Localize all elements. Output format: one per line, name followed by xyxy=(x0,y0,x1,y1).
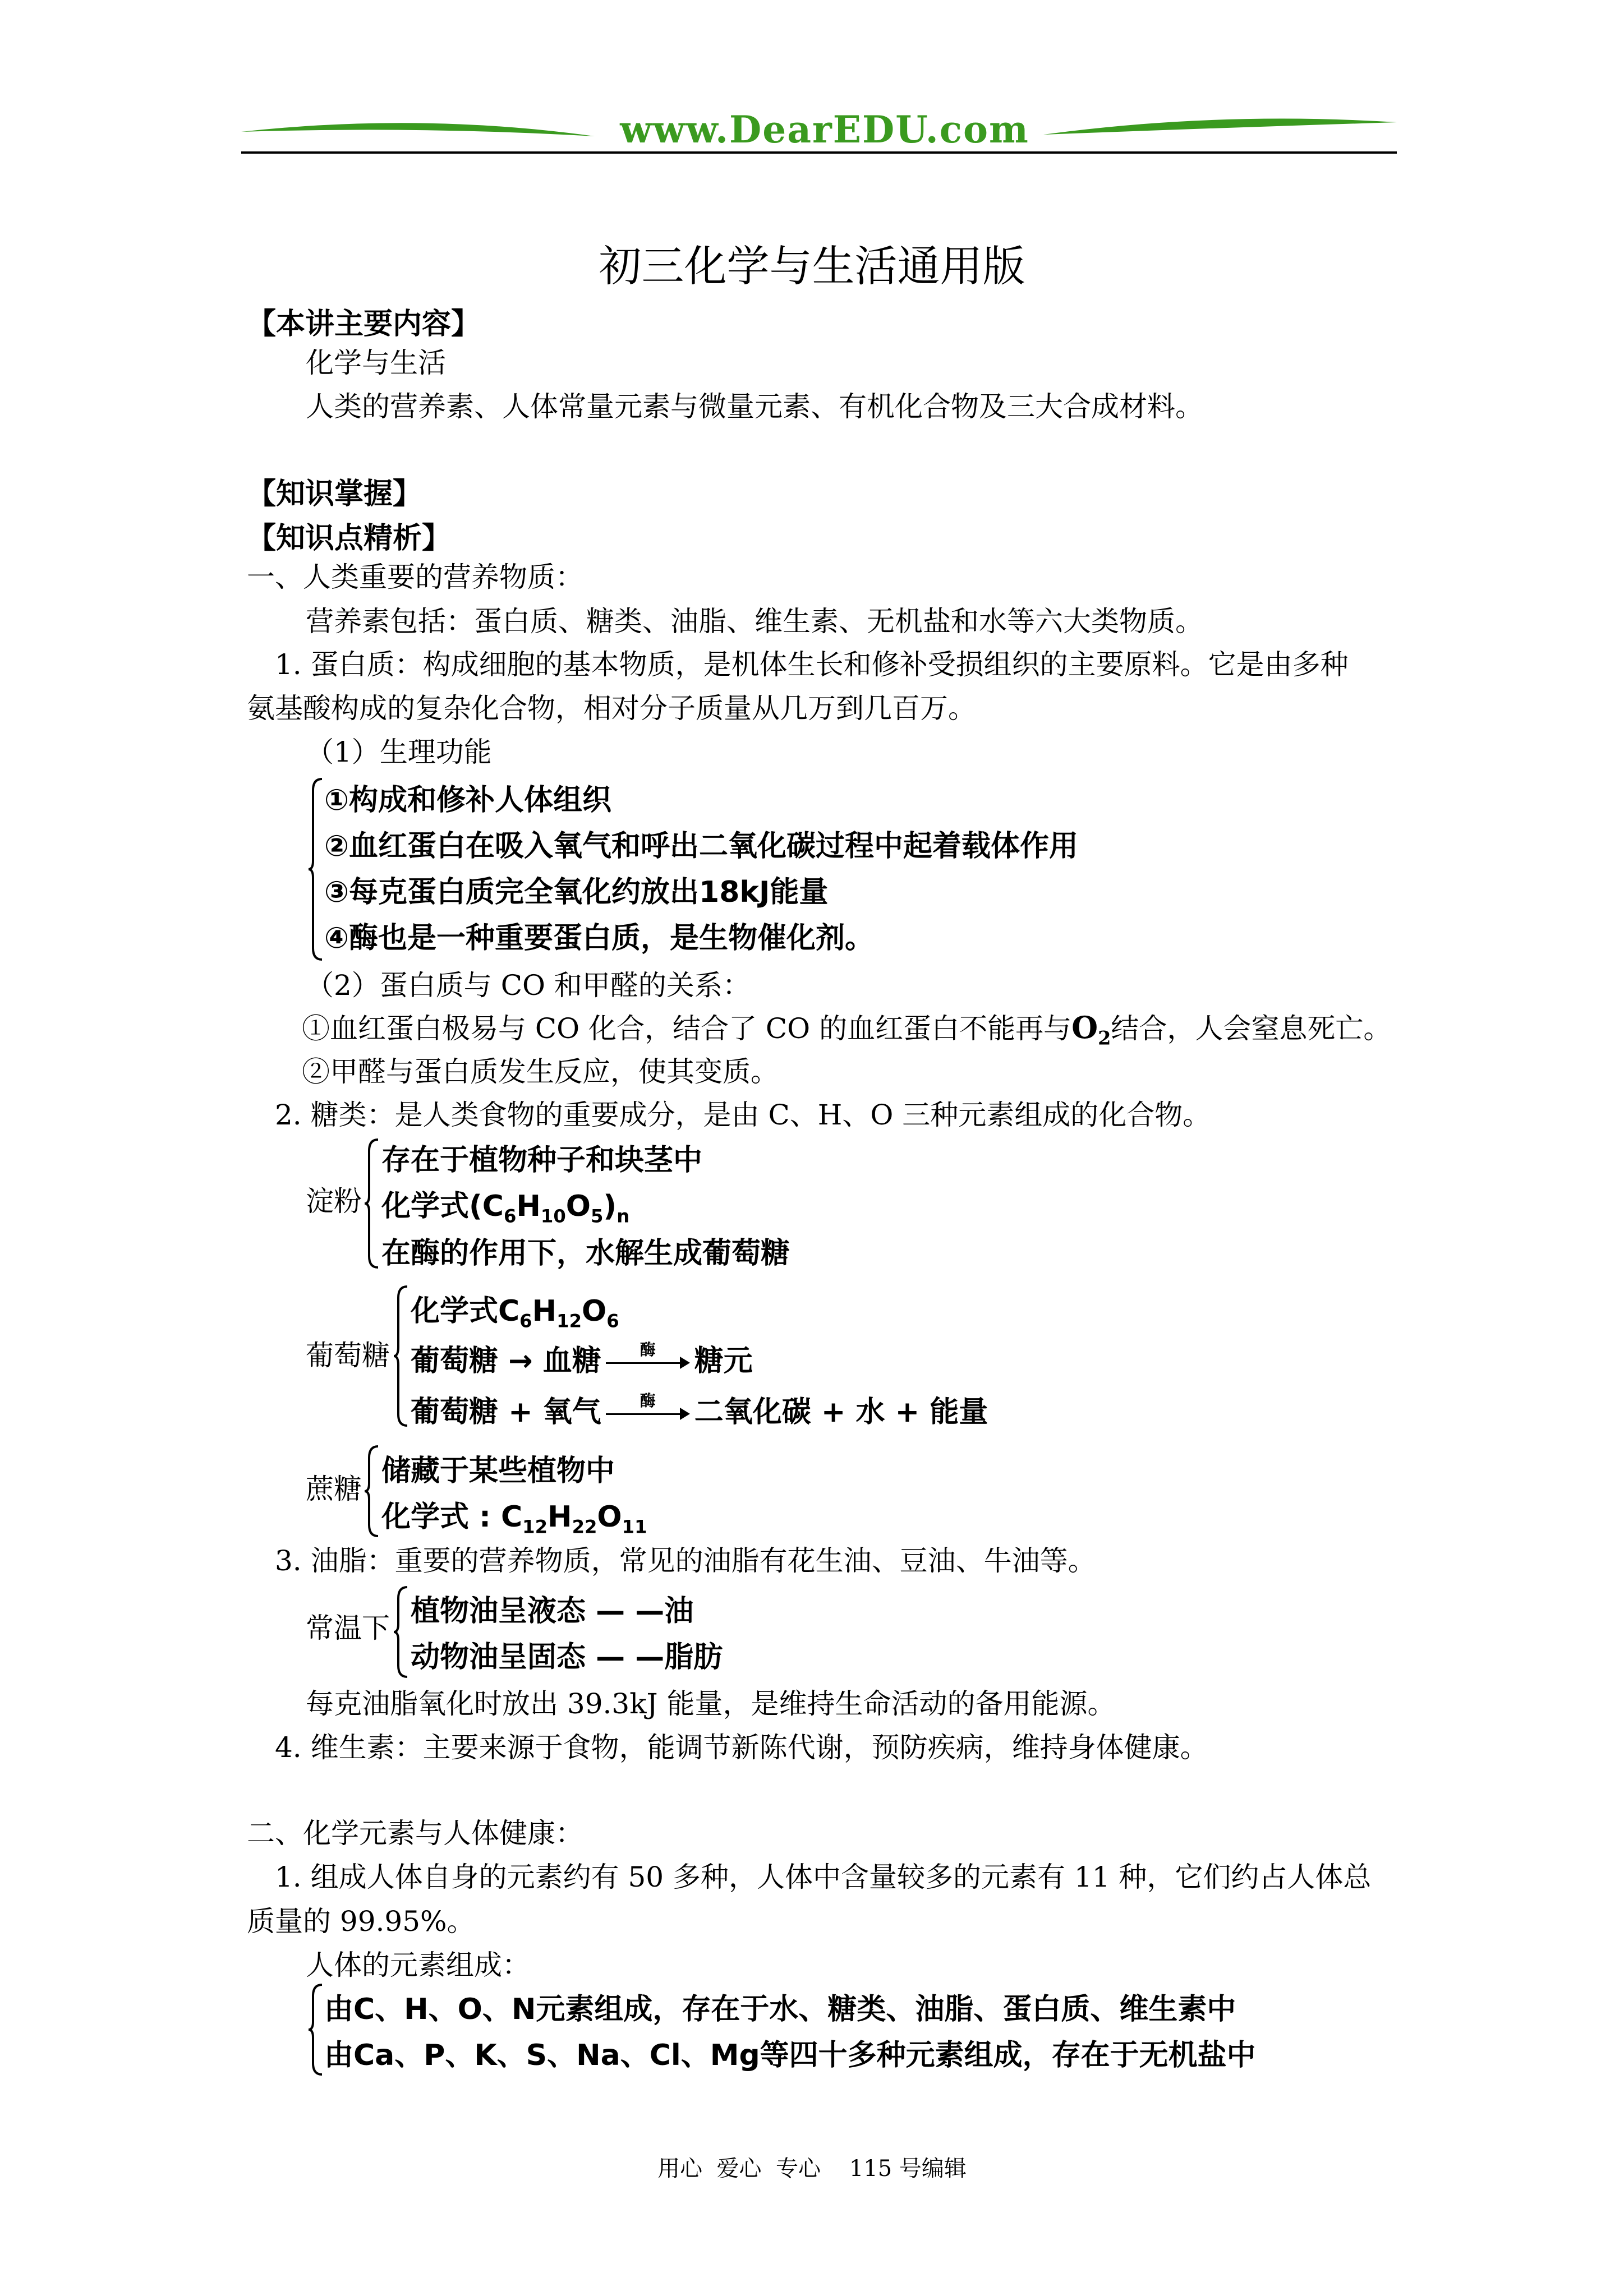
glucose-formula-h: H xyxy=(532,1294,557,1328)
part1-intro: 营养素包括：蛋白质、糖类、油脂、维生素、无机盐和水等六大类物质。 xyxy=(306,605,1203,638)
co-title: （2）蛋白质与 CO 和甲醛的关系： xyxy=(306,969,751,1002)
sucrose-formula-h: H xyxy=(548,1500,572,1534)
oxygen-subscript: 2 xyxy=(1098,1027,1111,1049)
header-banner xyxy=(241,107,1397,157)
sugar-line: 2. 糖类：是人类食物的重要成分，是由 C、H、O 三种元素组成的化合物。 xyxy=(275,1099,1211,1131)
site-logo-text: www.DearEDU.com xyxy=(620,108,1029,151)
brace-starch xyxy=(364,1137,380,1274)
starch-label: 淀粉 xyxy=(306,1185,362,1218)
glucose-formula-sub-h: 12 xyxy=(556,1310,582,1332)
function-item-2: ②血红蛋白在吸入氧气和呼出二氧化碳过程中起着载体作用 xyxy=(324,829,1079,863)
co-item-1-text: ①血红蛋白极易与 CO 化合，结合了 CO 的血红蛋白不能再与 xyxy=(302,1012,1072,1045)
starch-formula-sub-o: 5 xyxy=(590,1205,604,1227)
glucose-item-1 xyxy=(411,1287,619,1332)
co-item-2: ②甲醛与蛋白质发生反应，使其变质。 xyxy=(302,1055,779,1088)
starch-formula-a: 化学式(C xyxy=(381,1190,504,1223)
fat-line: 3. 油脂：重要的营养物质，常见的油脂有花生油、豆油、牛油等。 xyxy=(275,1545,1096,1577)
co-item-1-text-end: 结合，人会窒息死亡。 xyxy=(1111,1012,1392,1045)
fat-item-1: 植物油呈液态 — —油 xyxy=(411,1594,694,1628)
section-knowledge: 【知识掌握】 xyxy=(247,477,422,511)
starch-item-1: 存在于植物种子和块茎中 xyxy=(381,1144,703,1177)
protein-line2: 氨基酸构成的复杂化合物，相对分子质量从几万到几百万。 xyxy=(247,692,976,725)
function-item-4: ④酶也是一种重要蛋白质，是生物催化剂。 xyxy=(324,921,875,955)
sucrose-formula-a: 化学式 : C xyxy=(381,1500,523,1534)
header-rule xyxy=(241,151,1397,154)
brace-sucrose xyxy=(364,1444,380,1542)
starch-formula-sub-n: n xyxy=(617,1205,630,1227)
enzyme-arrow-icon xyxy=(606,1391,690,1417)
part2-title: 二、化学元素与人体健康： xyxy=(247,1817,583,1850)
enzyme-label: 酶 xyxy=(640,1340,656,1359)
function-title: （1）生理功能 xyxy=(306,736,492,768)
starch-formula-h: H xyxy=(516,1190,541,1223)
element-item-2: 由Ca、P、K、S、Na、Cl、Mg等四十多种元素组成，存在于无机盐中 xyxy=(324,2039,1256,2072)
starch-item-3: 在酶的作用下，水解生成葡萄糖 xyxy=(381,1237,790,1270)
banner-swoosh-left-icon xyxy=(241,115,600,149)
starch-item-2 xyxy=(381,1182,630,1227)
glycogen-text: 糖元 xyxy=(694,1344,753,1378)
starch-formula-sub-h: 10 xyxy=(540,1205,566,1227)
starch-formula-sub-c: 6 xyxy=(503,1205,517,1227)
fat-energy: 每克油脂氧化时放出 39.3kJ 能量，是维持生命活动的备用能源。 xyxy=(306,1688,1116,1720)
sucrose-item-1: 储藏于某些植物中 xyxy=(381,1454,615,1488)
element-composition: 人体的元素组成： xyxy=(306,1949,530,1981)
brace-functions xyxy=(307,777,324,964)
glucose-formula-a: 化学式C xyxy=(411,1294,520,1328)
sucrose-formula-sub-o: 11 xyxy=(622,1516,647,1538)
section-points: 【知识点精析】 xyxy=(247,522,452,555)
enzyme-label: 酶 xyxy=(640,1391,656,1410)
main-desc: 人类的营养素、人体常量元素与微量元素、有机化合物及三大合成材料。 xyxy=(306,390,1203,423)
element-line1: 1. 组成人体自身的元素约有 50 多种，人体中含量较多的元素有 11 种，它们约占人体总 xyxy=(275,1861,1372,1893)
page-footer: 用心 爱心 专心 115 号编辑 xyxy=(657,2156,967,2182)
element-line2: 质量的 99.95%。 xyxy=(247,1905,475,1938)
sucrose-item-2 xyxy=(381,1493,647,1538)
main-topic: 化学与生活 xyxy=(306,347,446,379)
vitamin-line: 4. 维生素：主要来源于食物，能调节新陈代谢，预防疾病，维持身体健康。 xyxy=(275,1731,1208,1764)
banner-swoosh-right-icon xyxy=(1038,112,1397,146)
glucose-item-2 xyxy=(411,1337,753,1379)
starch-formula-o: O xyxy=(565,1190,591,1223)
oxidation-products: 二氧化碳 + 水 + 能量 xyxy=(694,1395,988,1429)
element-item-1: 由C、H、O、N元素组成，存在于水、糖类、油脂、蛋白质、维生素中 xyxy=(324,1993,1236,2026)
glucose-formula-sub-c: 6 xyxy=(519,1310,532,1332)
sucrose-label: 蔗糖 xyxy=(306,1473,362,1505)
part1-title: 一、人类重要的营养物质： xyxy=(247,561,583,593)
brace-elements xyxy=(307,1983,324,2080)
page-title: 初三化学与生活通用版 xyxy=(599,241,1025,291)
brace-fat xyxy=(393,1585,410,1682)
fat-item-2: 动物油呈固态 — —脂肪 xyxy=(411,1640,723,1674)
glucose-item-3 xyxy=(411,1388,988,1430)
function-item-1: ①构成和修补人体组织 xyxy=(324,783,612,817)
enzyme-arrow-icon xyxy=(606,1340,690,1366)
oxygen-symbol: O xyxy=(1071,1009,1098,1045)
glucose-plus-oxygen: 葡萄糖 + 氧气 xyxy=(411,1395,601,1429)
glucose-formula-o: O xyxy=(582,1294,607,1328)
glucose-formula-sub-o: 6 xyxy=(606,1310,619,1332)
sucrose-formula-sub-c: 12 xyxy=(522,1516,548,1538)
temperature-label: 常温下 xyxy=(306,1612,390,1644)
protein-line1: 1. 蛋白质：构成细胞的基本物质，是机体生长和修补受损组织的主要原料。它是由多种 xyxy=(275,648,1349,681)
glucose-label: 葡萄糖 xyxy=(306,1339,390,1372)
glucose-to-bloodsugar: 葡萄糖 → 血糖 xyxy=(411,1344,601,1378)
co-item-1 xyxy=(302,1009,1392,1049)
section-main-content: 【本讲主要内容】 xyxy=(247,307,481,341)
sucrose-formula-sub-h: 22 xyxy=(572,1516,597,1538)
starch-formula-paren: ) xyxy=(603,1190,617,1223)
sucrose-formula-o: O xyxy=(597,1500,622,1534)
function-item-3: ③每克蛋白质完全氧化约放出18kJ能量 xyxy=(324,875,829,909)
brace-glucose xyxy=(393,1284,410,1432)
